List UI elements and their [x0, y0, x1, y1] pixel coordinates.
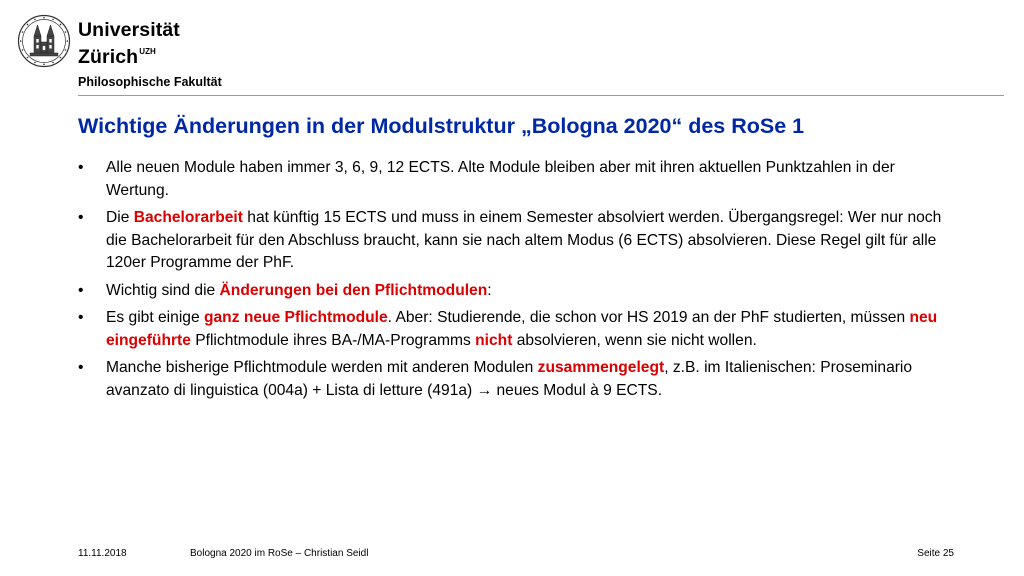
- university-name-line2: [78, 41, 180, 68]
- highlight-text: neu eingeführte: [106, 309, 938, 349]
- bullet-text: Es gibt einige: [106, 309, 204, 326]
- footer-date: 11.11.2018: [78, 548, 127, 559]
- highlight-text: Bachelorarbeit: [133, 209, 243, 226]
- bullet-item: [78, 307, 958, 352]
- bullet-text: Alle neuen Module haben immer 3, 6, 9, 12 ECTS. Alte Module bleiben aber mit ihren aktuellen Punktzahlen in der Wertung.: [106, 159, 895, 199]
- bullet-item: [78, 280, 958, 303]
- bullet-marker: •: [78, 309, 84, 326]
- bullet-text: Wichtig sind die: [106, 281, 220, 299]
- header-divider: [78, 95, 1004, 96]
- university-city: Zürich: [78, 46, 139, 68]
- bullet-text: hat künftig 15 ECTS und muss in einem Semester absolviert werden. Übergangsregel: Wer nur noch die Bachelorarbeit für den Abschluss braucht, kann sie nach altem Modus (6 ECTS) absolvieren. Diese Regel gilt für alle 120er Programme der PhF.: [106, 209, 942, 271]
- bullet-item: [78, 207, 958, 275]
- highlight-text: ganz neue Pflichtmodule: [203, 309, 388, 326]
- slide-title: Wichtige Änderungen in der Modulstruktur „Bologna 2020“ des RoSe 1: [78, 114, 805, 138]
- bullet-marker: •: [78, 281, 84, 299]
- bullet-item: [78, 357, 958, 402]
- highlight-text: nicht: [475, 331, 513, 349]
- bullet-item: [78, 157, 958, 202]
- bullet-text: :: [487, 281, 492, 299]
- bullet-text: absolvieren, wenn sie nicht wollen.: [512, 331, 757, 349]
- university-abbr: UZH: [139, 47, 156, 56]
- bullet-text: , z.B. im Italienischen: Proseminario avanzato di linguistica (004a) + Lista di letture (491a) → neues Modul à 9 ECTS.: [106, 359, 913, 399]
- bullet-text: Manche bisherige Pflichtmodule werden mit anderen Modulen: [106, 359, 538, 376]
- bullet-text: Pflichtmodule ihres BA-/MA-Programms: [190, 331, 476, 349]
- bullet-text: . Aber: Studierende, die schon vor HS 2019 an der PhF studierten, müssen: [387, 309, 910, 326]
- bullet-marker: •: [78, 359, 84, 376]
- faculty-name: Philosophische Fakultät: [78, 75, 222, 89]
- bullet-marker: •: [78, 209, 84, 226]
- university-name: [78, 20, 180, 68]
- bullet-marker: •: [78, 159, 84, 176]
- highlight-text: zusammengelegt: [537, 359, 665, 376]
- footer-title: Bologna 2020 im RoSe – Christian Seidl: [190, 548, 369, 559]
- highlight-text: Änderungen bei den Pflichtmodulen: [219, 281, 488, 299]
- footer-page-number: Seite 25: [917, 548, 954, 559]
- bullet-text: Die: [106, 209, 134, 226]
- university-name-line1: Universität: [78, 19, 180, 41]
- university-seal-logo: [17, 14, 71, 68]
- bullet-list: [78, 157, 958, 407]
